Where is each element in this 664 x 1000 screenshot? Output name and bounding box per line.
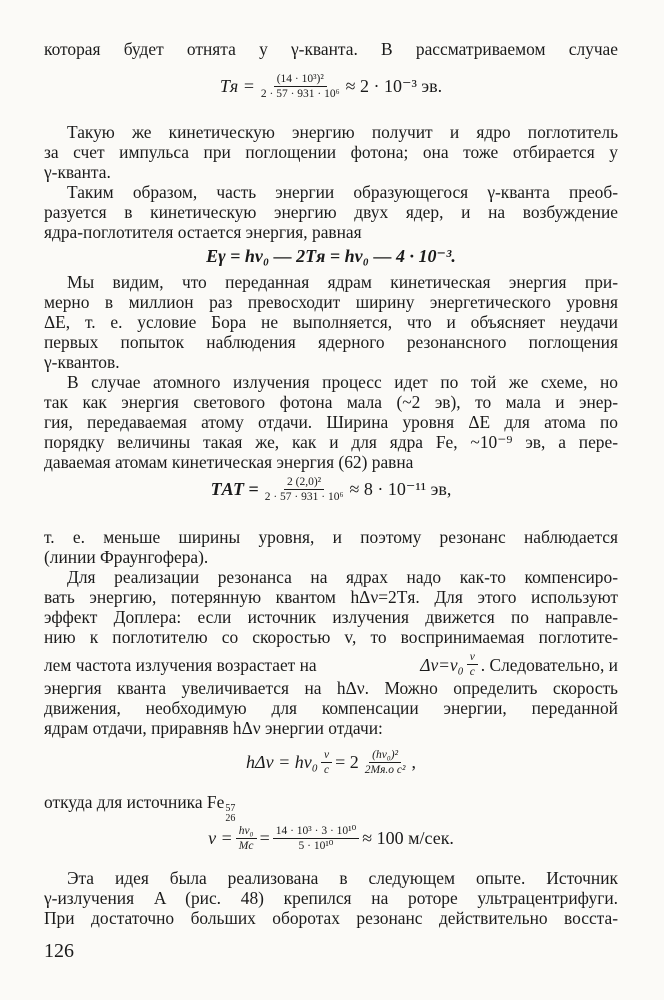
denominator: 2Mя.о c² [364, 763, 406, 776]
eq-tail: , [411, 751, 416, 772]
text-line: γ-кванта. [44, 162, 111, 182]
denominator: c [323, 763, 330, 776]
eq-rhs: ≈ 8 · 10⁻¹¹ эв, [349, 478, 452, 499]
fraction [362, 748, 409, 777]
text-line: нию к поглотителю со скоростью v, то воспринимаемая поглотите- [44, 627, 618, 647]
text-line: Таким образом, часть энергии образующегося γ-кванта преоб- [67, 182, 618, 202]
eq-mid: = 2 [335, 751, 359, 772]
text-line: γ-квантов. [44, 352, 120, 372]
text-line: ядра-поглотителя остается энергия, равная [44, 222, 362, 242]
text-line: порядку величины такая же, как и для ядра Fe, ~10⁻⁹ эв, а пере- [44, 432, 618, 452]
denominator: 2 · 57 · 931 · 10⁶ [264, 490, 344, 503]
numerator: hν₀ [236, 824, 257, 839]
text-line: энергия кванта увеличивается на hΔν. Можно определить скорость [44, 678, 618, 698]
numerator: v [467, 650, 478, 665]
eq-body: Eγ = hν₀ — 2Tя = hν₀ — 4 · 10⁻³. [206, 245, 456, 266]
equation-velocity [44, 818, 618, 858]
text-segment: откуда для источника Fe [44, 792, 225, 812]
fraction [262, 475, 347, 504]
text-line: так как энергия светового фотона мала (~2 эв), то мала и энер- [44, 392, 618, 412]
text-line: эффект Доплера: если источник излучения движется по направле- [44, 607, 618, 627]
text-segment: . Следовательно, и [480, 654, 618, 675]
text-line: разуется в кинетическую энергию двух ядер, и на возбуждение [44, 202, 618, 222]
equation-recoil-energy [44, 66, 618, 106]
denominator: 2 · 57 · 931 · 10⁶ [260, 87, 340, 100]
eq-lhs: Tя = [219, 75, 255, 96]
text-line: ядрам отдачи, приравняв hΔν энергии отдачи: [44, 718, 383, 738]
equation-doppler-balance [44, 742, 618, 782]
text-line: мерно в миллион раз превосходит ширину энергетического уровня [44, 292, 618, 312]
eq-lhs: hΔν = hν₀ [246, 751, 318, 772]
inline-formula: Δν=ν₀ [420, 654, 464, 675]
inline-fraction [467, 650, 478, 679]
equation-atomic-recoil [44, 468, 618, 510]
text-line: Эта идея была реализована в следующем опыте. Источник [67, 868, 618, 888]
text-line: При достаточно больших оборотах резонанс действительно восста- [44, 908, 618, 928]
equation-gamma-energy [44, 242, 618, 270]
text-line: Мы видим, что переданная ядрам кинетическая энергия при- [67, 272, 618, 292]
text-line: движения, необходимую для компенсации энергии, переданной [44, 698, 618, 718]
eq-rhs: ≈ 2 · 10⁻³ эв. [345, 75, 443, 96]
numerator: (hν₀)² [369, 748, 401, 763]
isotope-atomic-number: 26 [225, 813, 236, 824]
fraction [273, 824, 360, 853]
text-line: т. е. меньше ширины уровня, и поэтому резонанс наблюдается [44, 527, 618, 547]
text-line: первых попыток наблюдения ядерного резонансного поглощения [44, 332, 618, 352]
text-line: В случае атомного излучения процесс идет по той же схеме, но [67, 372, 618, 392]
numerator: v [321, 748, 332, 763]
fraction [258, 72, 343, 101]
text-line: за счет импульса при поглощении фотона; она тоже отбирается у [44, 142, 618, 162]
denominator: c [469, 666, 475, 678]
eq-lhs: TАТ = [210, 478, 259, 499]
numerator: 14 · 10³ · 3 · 10¹⁰ [273, 824, 360, 839]
page-number: 126 [44, 940, 74, 962]
text-line: даваемая атомам кинетическая энергия (62) равна [44, 452, 414, 472]
text-line: Для реализации резонанса на ядрах надо как-то компенсиро- [67, 567, 618, 587]
fraction [321, 748, 332, 777]
text-line: ΔE, т. е. условие Бора не выполняется, что и объясняет неудачи [44, 312, 618, 332]
text-line: вать энергию, потерянную квантом hΔν=2Tя. Для этого используют [44, 587, 618, 607]
fraction [236, 824, 257, 853]
eq-equals: = [259, 827, 270, 848]
text-line-with-formula [44, 650, 618, 679]
denominator: 5 · 10¹⁰ [298, 839, 334, 852]
text-line: которая будет отнята у γ-кванта. В рассматриваемом случае [44, 39, 618, 59]
text-line: Такую же кинетическую энергию получит и ядро поглотитель [67, 122, 618, 142]
text-line: (линии Фраунгофера). [44, 547, 209, 567]
eq-lhs: v = [208, 827, 233, 848]
numerator: (14 · 10³)² [274, 72, 327, 87]
isotope-mass-number: 57 [225, 803, 236, 814]
text-line: γ-излучения A (рис. 48) крепился на роторе ультрацентрифуги. [44, 888, 618, 908]
denominator: Mc [238, 839, 254, 852]
text-line: гия, передаваемая атому отдачи. Ширина уровня ΔE для атома по [44, 412, 618, 432]
text-segment: лем частота излучения возрастает на [44, 654, 317, 675]
eq-rhs: ≈ 100 м/сек. [362, 827, 454, 848]
numerator: 2 (2,0)² [284, 475, 324, 490]
